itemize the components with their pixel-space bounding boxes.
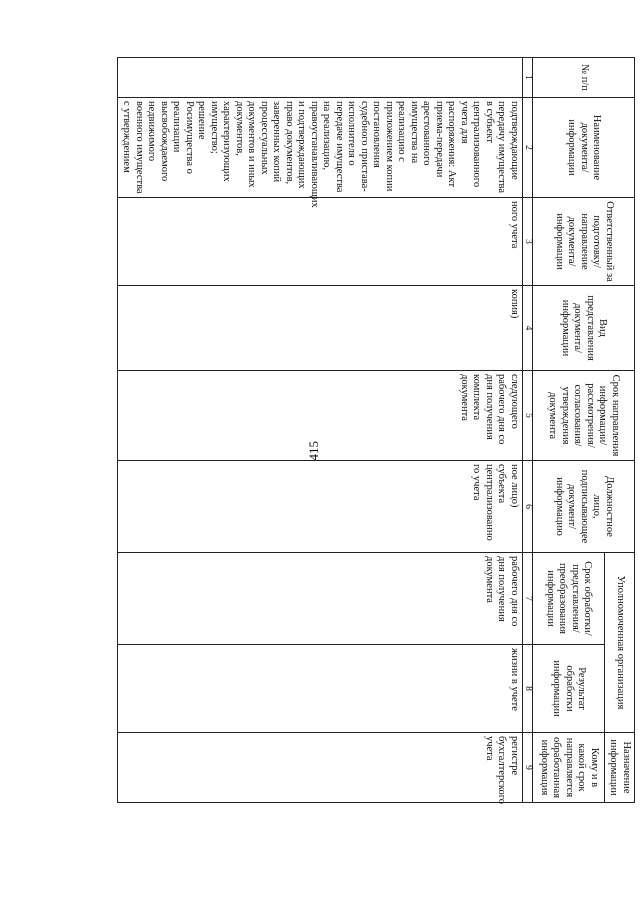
header-number: № п/п — [533, 58, 635, 98]
header-document-name: Наименование документа/ информации — [533, 98, 635, 198]
header-signing-official: Должностное лицо, подписывающее документ/ информацию — [533, 461, 635, 553]
cell-signing-official: ное лицо) субъекта централизованно го учета — [118, 461, 523, 553]
column-number: 7 — [523, 553, 533, 645]
header-row-group — [605, 58, 635, 803]
cell-processing-deadline: рабочего дня со дня получения документа — [118, 553, 523, 645]
cell-number — [118, 58, 523, 98]
header-purpose: Назначение информации — [605, 733, 635, 803]
table-row — [118, 58, 523, 803]
column-number: 8 — [523, 645, 533, 733]
cell-processing-result: жизни в учете — [118, 645, 523, 733]
column-number: 2 — [523, 98, 533, 198]
column-number-row — [523, 58, 533, 803]
page-number: 415 — [306, 441, 321, 461]
cell-responsible: ного учета — [118, 198, 523, 286]
registry-table — [117, 57, 635, 803]
cell-deadline: следующего рабочего дня со дня получения комплекта документа — [118, 371, 523, 461]
header-presentation-type: Вид представления документа/ информации — [533, 286, 635, 371]
header-deadline: Срок направления информации/ рассмотрения/ согласования/ утверждения документа — [533, 371, 635, 461]
column-number: 5 — [523, 371, 533, 461]
header-recipient: Кому и в какой срок направляется обработанная информация — [533, 733, 605, 803]
column-number: 1 — [523, 58, 533, 98]
header-authorized-organization: Уполномоченная организация — [605, 553, 635, 733]
cell-recipient: регистре бухгалтерского учета — [118, 733, 523, 803]
cell-presentation-type: копия) — [118, 286, 523, 371]
header-processing-result: Результат обработки информации — [533, 645, 605, 733]
header-responsible: Ответственный за подготовку/ направление документа/ информации — [533, 198, 635, 286]
registry-table-rotated — [121, 57, 635, 805]
column-number: 4 — [523, 286, 533, 371]
column-number: 9 — [523, 733, 533, 803]
column-number: 6 — [523, 461, 533, 553]
cell-document-name: подтверждающие передачу имущества в субъект централизованного учета для распоряжения: Акт приема-передачи арестованного имущества на реализацию с приложением копии постановления судебного пристава-исполнителя о передаче имущества на реализацию, правоустанавливающих и подтверждающих право документов, заверенных копий процессуальных документов и иных документов, характеризующих имущество; решение Росимущества о реализации высвобождаемого недвижимого военного имущества с утверждением — [118, 98, 523, 198]
column-number: 3 — [523, 198, 533, 286]
header-processing-deadline: Срок обработки/ представления/ преобразования информации — [533, 553, 605, 645]
